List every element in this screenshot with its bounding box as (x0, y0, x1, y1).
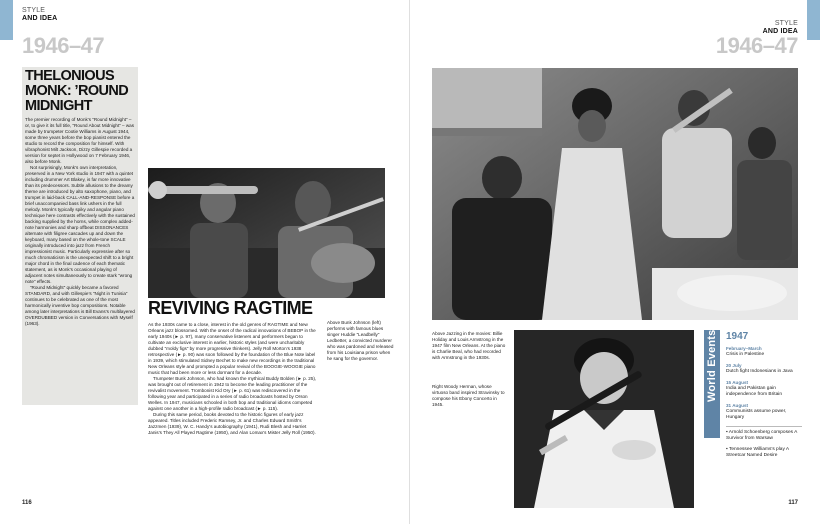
monk-title-line: MIDNIGHT (25, 98, 92, 114)
ragtime-paragraph: As the 1930s came to a close, interest in the old genres of RAGTIME and New Orleans jazz blossomed. With the onset of the radical innovations of BEBOP in the early 1940s (► p. 97), many conservative listeners and performers began to cultivate an exclusive interest in earlier, historic styles (and were uncharitably dubbed “moldy figs” by more progressive thinkers). Jelly Roll Morton’s 1938 retrospective (► p. 90) was soon followed by the foundation of the Blue Note label in 1939, which stimulated Sidney Bechet to make new recordings in the traditional New Orleans style and prompted a popular revival of the BOOGIE-WOOGIE piano music that had been more or less dormant for a decade. (148, 322, 316, 375)
event-date: 15 August (726, 380, 749, 385)
event-bullet (726, 430, 802, 442)
bunk-johnson-caption: Above Bunk Johnson (left) performs with famous blues singer Huddie “Leadbelly” Ledbetter, a convicted murderer who was pardoned and released from his Louisiana prison when he sang for the governor. (327, 320, 394, 361)
ragtime-title: REVIVING RAGTIME (148, 298, 318, 318)
monk-title (25, 69, 128, 114)
section-idea: AND IDEA (762, 28, 798, 35)
section-tab (0, 0, 13, 40)
bullet-text: Arnold Schoenberg composes A Survivor from Warsaw (726, 430, 798, 441)
ragtime-body (148, 322, 318, 436)
section-style: STYLE (774, 20, 798, 27)
world-event-entry (726, 403, 802, 421)
monk-paragraph: “Round Midnight” quickly became a favored STANDARD, and with Gillespie’s “Night in Tunisia” continues to be celebrated as one of the most harmonically inventive bop compositions. Notable among later interpretations is Bill Evans’s multilayered OVERDUBBED version in Conversations with Myself (1963). (25, 285, 135, 326)
right-page (410, 0, 820, 524)
monk-body (25, 117, 135, 327)
world-event-entry (726, 363, 802, 375)
photo-illustration (148, 168, 385, 298)
world-events-bar (704, 330, 720, 438)
photo-illustration (432, 68, 798, 320)
event-date: February–March (726, 346, 762, 351)
bullet-text: Tennessee Williams’s play A Streetcar Named Desire (726, 447, 789, 458)
page-number: 117 (788, 500, 798, 506)
monk-sidebar (22, 67, 138, 405)
bullet-icon: ▪ (726, 447, 729, 452)
section-idea: AND IDEA (22, 15, 58, 22)
section-style: STYLE (22, 7, 46, 14)
new-orleans-caption: Above Jazzing in the movies: Billie Holiday and Louis Armstrong in the 1947 film New Orleans. At the piano is Charlie Beal, who had recorded with Armstrong in the 1930s. (432, 331, 506, 360)
event-date: 31 August (726, 403, 749, 408)
page-number: 116 (22, 500, 32, 506)
event-text: India and Pakistan gain independence from Britain (726, 386, 782, 397)
event-text: Crisis in Palestine (726, 352, 765, 357)
ragtime-paragraph: Trumpeter Bunk Johnson, who had known the mythical Buddy Bolden (► p. 25), was brought out of retirement in 1942 to become the leading practitioner of the revivalist movement. Trombonist Kid Ory (► p. 61) was rediscovered in the following year and participated in a series of radio broadcasts hosted by Orson Welles. In 1947, musicians schooled in both bop and traditional idioms competed against one another in a high-profile radio broadcast (► p. 115). (148, 376, 317, 411)
event-text: Dutch fight Indonesians in Java (726, 369, 793, 374)
years-heading: 1946–47 (715, 33, 798, 58)
photo-illustration (514, 330, 694, 508)
monk-paragraph: The premier recording of Monk’s “Round Midnight” – or, to give it its full title, “Round About Midnight” – was made by trumpeter Cootie Williams in August 1944, some three years before the bop pianist entered the studio to record the composition for himself. With vibraphonist Milt Jackson, Dizzy Gillespie recorded a version for septet in Hollywood on 7 February 1946, also before Monk. (25, 117, 135, 164)
world-event-entry (726, 380, 802, 398)
bullet-icon: ▪ (726, 430, 729, 435)
events-divider (726, 426, 802, 427)
woody-herman-photo (514, 330, 694, 508)
monk-paragraph: Not surprisingly, Monk’s own interpretation, preserved in a New York studio in 1947 with a quintet including drummer Art Blakey, is far more innovative than its predecessors. Subtle allusions to the dreamy theme are introduced by alto saxophone, piano, and trumpet in laid-back CALL-AND-RESPONSE before a brief unaccompanied bass link ushers in the full melody. Monk’s typically spiky and angular piano technique here contrasts effectively with the sustained backing supplied by the horns, while complex added-note harmonies and sharp offbeat DISSONANCES alternate with filigree cascades up and down the keyboard, many based on the whole-tone SCALE originally introduced into jazz from French impressionist music. Particularly expressive after so much chromaticism is the unexpected shift to a bright major chord in the final cadence of each thematic statement, as is Monk’s occasional playing of adjacent notes simultaneously to create stark “wrong note” effects. (25, 165, 135, 284)
event-text: Communists assume power, Hungary (726, 409, 787, 420)
years-heading: 1946–47 (22, 33, 105, 58)
event-bullet (726, 447, 802, 459)
monk-title-line: THELONIOUS (25, 68, 115, 84)
section-tab (807, 0, 820, 40)
world-event-entry (726, 346, 802, 358)
world-events-year: 1947 (726, 331, 749, 342)
world-events-title: World Events (706, 329, 718, 402)
new-orleans-film-photo (432, 68, 798, 320)
bunk-johnson-photo (148, 168, 385, 298)
section-label (22, 7, 57, 23)
world-events-list (726, 346, 802, 464)
monk-title-line: MONK: ’ROUND (25, 83, 129, 99)
event-date: 20 July (726, 363, 742, 368)
woody-herman-caption: Right Woody Herman, whose virtuoso band inspired Stravinsky to compose his Ebony Concerto in 1945. (432, 384, 505, 407)
ragtime-paragraph: During this same period, books devoted to the historic figures of early jazz appeared. Titles included Frederic Ramsey, Jr. and Charles Edward Smith’s Jazzmen (1939), W. C. Handy’s autobiography (1941), Rudi Blesh and Harriet Janis’s They All Played Ragtime (1950), and Alan Lomax’s Mister Jelly Roll (1950). (148, 412, 316, 435)
